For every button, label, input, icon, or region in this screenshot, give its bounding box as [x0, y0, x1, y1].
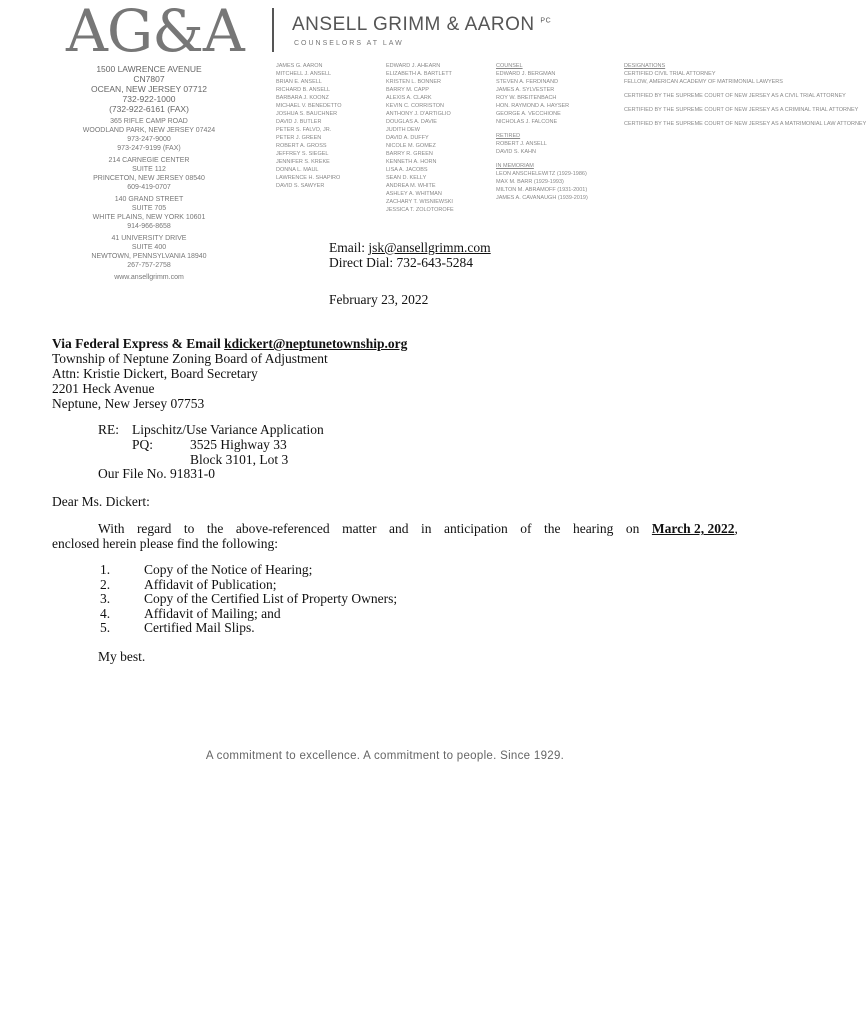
address-line: 609-419-0707: [127, 184, 171, 191]
attorney-name: JUDITH DEW: [386, 127, 420, 133]
office-block: [64, 117, 234, 153]
recipient-email-link[interactable]: kdickert@neptunetownship.org: [224, 336, 408, 351]
enclosure-text: Certified Mail Slips.: [144, 620, 255, 635]
attorney-name: NICHOLAS J. FALCONE: [496, 119, 558, 125]
paragraph-word: in: [421, 521, 432, 536]
enclosure-text: Affidavit of Mailing; and: [144, 605, 281, 621]
attorney-name: JEFFREY S. SIEGEL: [276, 151, 329, 157]
delivery-via: Via Federal Express & Email: [52, 336, 225, 351]
office-block: [64, 234, 234, 270]
attorney-name: DAVID A. DUFFY: [386, 135, 429, 141]
address-line: 41 UNIVERSITY DRIVE: [111, 235, 187, 242]
file-number: Our File No. 91831-0: [98, 466, 215, 481]
attorney-name: ALEXIS A. CLARK: [386, 95, 432, 101]
paragraph-word: With: [98, 521, 125, 536]
enclosure-number: 3.: [100, 591, 111, 606]
enclosure-item: [100, 592, 397, 607]
direct-dial: Direct Dial: 732-643-5284: [329, 255, 473, 270]
delivery-method: [52, 336, 407, 351]
attorney-name: EDWARD J. BERGMAN: [496, 71, 556, 77]
enclosure-number: 2.: [100, 576, 111, 592]
attorney-name: ROY W. BREITENBACH: [496, 95, 557, 101]
attorney-name: MICHAEL V. BENEDETTO: [276, 103, 342, 109]
closing: My best.: [98, 649, 146, 664]
attorney-name: EDWARD J. AHEARN: [386, 63, 441, 69]
enclosure-item: [100, 607, 397, 622]
attorney-name: BARRY M. CAPP: [386, 87, 429, 93]
address-line: SUITE 705: [131, 205, 167, 212]
address-line: OCEAN, NEW JERSEY 07712: [90, 84, 208, 94]
website: www.ansellgrimm.com: [114, 274, 184, 281]
address-line: 214 CARNEGIE CENTER: [108, 157, 190, 164]
attorney-name: CERTIFIED BY THE SUPREME COURT OF NEW JERSEY AS A CIVIL TRIAL ATTORNEY: [624, 93, 846, 99]
hearing-date-comma: ,: [734, 521, 738, 536]
address-line: 732-922-1000: [122, 94, 176, 104]
enclosure-number: 4.: [100, 605, 111, 621]
attorney-name: PETER J. GREEN: [276, 135, 322, 141]
property-address: 3525 Highway 33: [190, 437, 287, 452]
attorney-name: SEAN D. KELLY: [386, 175, 427, 181]
attorney-name: JOSHUA S. BAUCHNER: [276, 111, 338, 117]
office-block: [64, 156, 234, 192]
enclosure-list: [100, 563, 397, 636]
attorney-name: KENNETH A. HORN: [386, 159, 437, 165]
recipient-line: 2201 Heck Avenue: [52, 381, 155, 396]
footer-slogan: A commitment to excellence. A commitment to people. Since 1929.: [205, 750, 565, 762]
attorney-name: JENNIFER S. KREKE: [276, 159, 330, 165]
attorney-name: ROBERT A. GROSS: [276, 143, 327, 149]
paragraph-word: above-referenced: [235, 521, 330, 536]
attorney-name: MAX M. BARR (1929-1993): [496, 179, 564, 185]
attorney-name: ROBERT J. ANSELL: [496, 141, 547, 147]
attorney-name: HON. RAYMOND A. HAYSER: [496, 103, 570, 109]
attorney-name: ASHLEY A. WHITMAN: [386, 191, 442, 197]
paragraph-second-line: enclosed herein please find the following:: [52, 536, 279, 551]
address-line: CN7807: [133, 74, 165, 84]
paragraph-word: hearing: [572, 521, 614, 536]
attorney-name: COUNSEL: [496, 63, 523, 69]
re-text: Lipschitz/Use Variance Application: [132, 422, 324, 437]
firm-tagline: COUNSELORS AT LAW: [294, 40, 404, 47]
address-line: NEWTOWN, PENNSYLVANIA 18940: [91, 253, 207, 260]
paragraph-word: on: [625, 521, 640, 536]
attorney-name: NICOLE M. GOMEZ: [386, 143, 436, 149]
salutation: Dear Ms. Dickert:: [52, 494, 150, 509]
attorney-column: [386, 62, 454, 214]
address-line: 365 RIFLE CAMP ROAD: [110, 118, 188, 125]
attorney-name: RICHARD B. ANSELL: [276, 87, 331, 93]
address-line: 140 GRAND STREET: [114, 196, 184, 203]
attorney-name: JESSICA T. ZOLOTOROFE: [386, 207, 454, 213]
paragraph-word: to: [183, 521, 195, 536]
attorney-name: BRIAN E. ANSELL: [276, 79, 322, 85]
enclosure-item: [100, 578, 397, 593]
address-line: 973-247-9000: [127, 136, 171, 143]
attorney-name: CERTIFIED CIVIL TRIAL ATTORNEY: [624, 71, 716, 77]
attorney-name: JAMES A. CAVANAUGH (1939-2019): [496, 195, 588, 201]
attorney-name: STEVEN A. FERDINAND: [496, 79, 559, 85]
paragraph-word: regard: [136, 521, 172, 536]
office-block: [64, 195, 234, 231]
attorney-name: GEORGE A. VECCHIONE: [496, 111, 561, 117]
email-line: [329, 240, 491, 255]
main-office: [64, 64, 234, 114]
firm-name-text: ANSELL GRIMM & AARON: [292, 14, 535, 35]
block-lot: Block 3101, Lot 3: [190, 452, 289, 467]
letter-date: February 23, 2022: [329, 292, 429, 307]
enclosure-text: Copy of the Certified List of Property Owners;: [144, 591, 398, 606]
attorney-name: KEVIN C. CORRISTON: [386, 103, 444, 109]
counsel-column: [496, 62, 588, 202]
paragraph-word: the: [543, 521, 561, 536]
paragraph-word: and: [389, 521, 409, 536]
enclosure-text: Affidavit of Publication;: [144, 576, 277, 592]
address-line: WOODLAND PARK, NEW JERSEY 07424: [82, 127, 216, 134]
recipient-line: Township of Neptune Zoning Board of Adjustment: [52, 351, 328, 366]
enclosure-item: [100, 621, 397, 636]
address-line: 267-757-2758: [127, 262, 171, 269]
attorney-name: CERTIFIED BY THE SUPREME COURT OF NEW JERSEY AS A MATRIMONIAL LAW ATTORNEY: [624, 121, 866, 127]
attorney-name: RETIRED: [496, 133, 521, 139]
hearing-date: [652, 521, 738, 536]
paragraph-word: matter: [342, 521, 377, 536]
attorney-name: JAMES G. AARON: [276, 63, 323, 69]
logo-divider: [272, 8, 274, 52]
address-line: SUITE 112: [132, 166, 166, 173]
attorney-name: FELLOW, AMERICAN ACADEMY OF MATRIMONIAL LAWYERS: [624, 79, 783, 85]
attorney-name: DAVID J. BUTLER: [276, 119, 322, 125]
address-line: PRINCETON, NEW JERSEY 08540: [93, 175, 205, 182]
attorney-name: MILTON M. ABRAMOFF (1931-2001): [496, 187, 588, 193]
recipient-line: Neptune, New Jersey 07753: [52, 396, 205, 411]
designations-column: [624, 62, 866, 128]
pq-label: PQ:: [132, 437, 154, 452]
attorney-name: BARRY R. GREEN: [386, 151, 433, 157]
attorney-name: PETER S. FALVO, JR.: [276, 127, 332, 133]
attorney-name: LAWRENCE H. SHAPIRO: [276, 175, 341, 181]
attorney-name: DONNA L. MAUL: [276, 167, 319, 173]
paragraph-word: of: [520, 521, 532, 536]
attorney-name: LISA A. JACOBS: [386, 167, 428, 173]
address-line: WHITE PLAINS, NEW YORK 10601: [92, 214, 206, 221]
email-link[interactable]: jsk@ansellgrimm.com: [368, 240, 491, 255]
attorney-name: ELIZABETH A. BARTLETT: [386, 71, 452, 77]
attorney-name: LEON ANSCHELEWITZ (1929-1986): [496, 171, 587, 177]
attorney-name: ANTHONY J. D'ARTIGLIO: [386, 111, 451, 117]
hearing-date-text: March 2, 2022: [651, 521, 735, 536]
attorney-name: DAVID S. SAWYER: [276, 183, 325, 189]
address-line: (732-922-6161 (FAX): [109, 104, 189, 114]
enclosure-number: 1.: [100, 562, 111, 577]
body-paragraph: [52, 521, 738, 551]
attorney-name: IN MEMORIAM: [496, 163, 534, 169]
attorney-name: MITCHELL J. ANSELL: [276, 71, 332, 77]
attorney-name: KRISTEN L. BONNER: [386, 79, 442, 85]
attorney-name: JAMES A. SYLVESTER: [496, 87, 555, 93]
firm-logo: AG&A: [66, 0, 244, 65]
attorney-column: [276, 62, 342, 190]
attorney-name: DESIGNATIONS: [624, 63, 666, 69]
enclosure-item: [100, 563, 397, 578]
address-line: SUITE 400: [131, 244, 167, 251]
office-addresses: [64, 64, 234, 285]
attorney-name: DAVID S. KAHN: [496, 149, 536, 155]
email-label: Email:: [329, 240, 369, 255]
attorney-name: CERTIFIED BY THE SUPREME COURT OF NEW JERSEY AS A CRIMINAL TRIAL ATTORNEY: [624, 107, 859, 113]
paragraph-first-line: [52, 521, 738, 536]
paragraph-word: anticipation: [444, 521, 508, 536]
recipient-line: Attn: Kristie Dickert, Board Secretary: [52, 366, 258, 381]
firm-suffix: PC: [540, 17, 552, 25]
enclosure-text: Copy of the Notice of Hearing;: [144, 562, 313, 577]
address-line: 973-247-9199 (FAX): [117, 145, 181, 152]
attorney-name: ZACHARY T. WISNIEWSKI: [386, 199, 453, 205]
address-line: 1500 LAWRENCE AVENUE: [96, 64, 202, 74]
attorney-name: BARBARA J. KOONZ: [276, 95, 329, 101]
paragraph-word: the: [206, 521, 224, 536]
attorney-name: ANDREA M. WHITE: [386, 183, 436, 189]
enclosure-number: 5.: [100, 620, 111, 635]
address-line: 914-966-8658: [127, 223, 171, 230]
firm-name: [292, 14, 551, 36]
re-label: RE:: [98, 422, 120, 437]
attorney-name: DOUGLAS A. DAVIE: [386, 119, 437, 125]
